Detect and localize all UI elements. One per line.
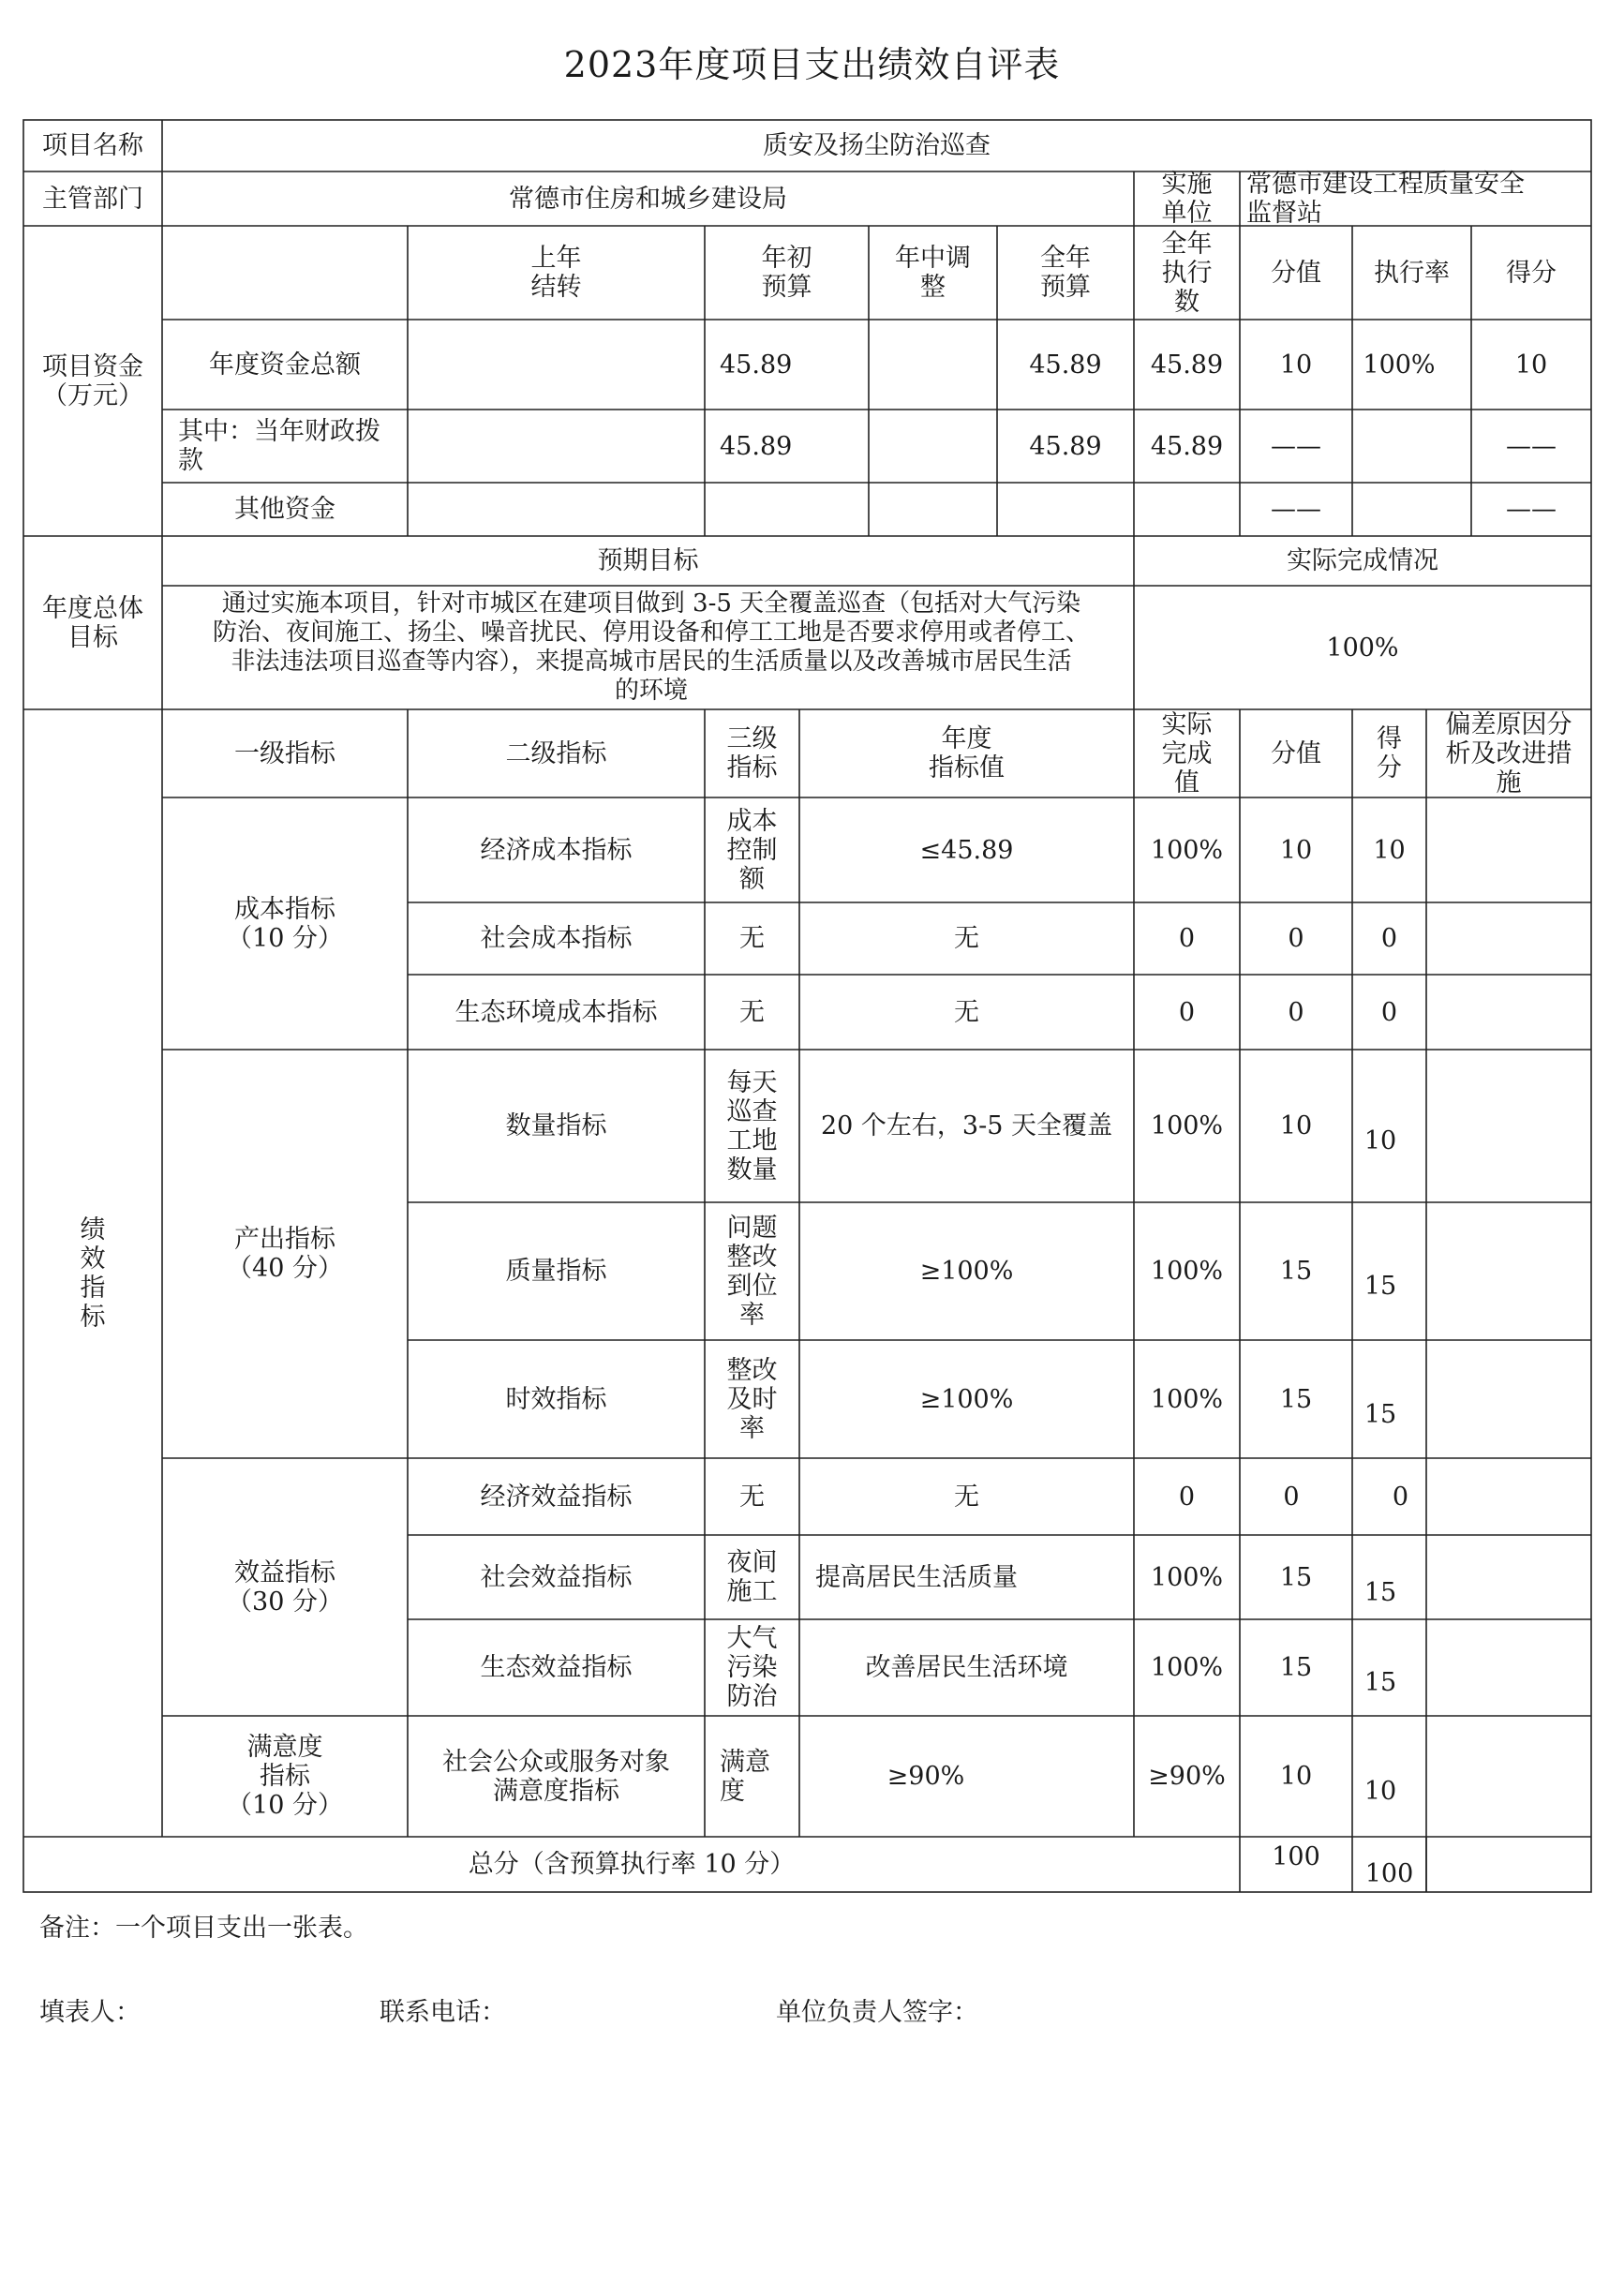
table-row-actual: 100%	[1150, 1384, 1224, 1414]
project-name-label: 项目名称	[42, 131, 143, 160]
table-row-value: 10	[1279, 1111, 1313, 1140]
group-satisfaction	[162, 1716, 408, 1837]
funds-row-other-label: 其他资金	[234, 495, 335, 524]
funds-row-total-label: 年度资金总额	[209, 350, 361, 380]
funds-row-total-score-value: 10	[1279, 350, 1313, 380]
table-row-actual: 0	[1178, 924, 1196, 953]
funds-row-fiscal-executed: 45.89	[1150, 431, 1224, 461]
table-row-score: 10	[1373, 835, 1406, 865]
footer-signer: 单位负责人签字：	[776, 1998, 978, 2027]
funds-row-fiscal-initial: 45.89	[720, 431, 793, 461]
table-row-l2: 时效指标	[505, 1384, 607, 1414]
total-value: 100	[1272, 1842, 1320, 1871]
ind-col-score-text: 得 分	[1377, 724, 1402, 782]
footer-phone: 联系电话：	[380, 1998, 506, 2027]
funds-col-carry	[408, 226, 705, 320]
funds-row-fiscal-score-value: ——	[1271, 431, 1321, 461]
table-row-l2: 经济效益指标	[480, 1482, 633, 1512]
ind-col-level3	[705, 709, 799, 797]
table-row-l3-text: 整改 及时 率	[726, 1355, 778, 1443]
ind-col-level1: 一级指标	[234, 738, 335, 768]
table-row-l2: 质量指标	[505, 1257, 607, 1286]
table-row-l3: 无	[739, 997, 765, 1027]
table-row-value: 15	[1279, 1562, 1313, 1592]
annual-goal-label	[23, 536, 162, 709]
table-row-target: 20 个左右，3-5 天全覆盖	[820, 1111, 1112, 1140]
group-benefit	[162, 1458, 408, 1716]
impl-unit-value-text: 常德市建设工程质量安全 监督站	[1246, 170, 1525, 228]
group-output-text: 产出指标 （40 分）	[227, 1225, 343, 1283]
department-label: 主管部门	[42, 184, 143, 214]
table-row-l2: 社会效益指标	[480, 1562, 633, 1592]
table-row-l2: 经济成本指标	[480, 835, 633, 865]
funds-col-annual	[997, 226, 1134, 320]
table-row-l2-text: 社会公众或服务对象 满意度指标	[442, 1747, 670, 1806]
total-label: 总分（含预算执行率 10 分）	[468, 1850, 796, 1879]
table-row-l2: 数量指标	[505, 1111, 607, 1140]
funds-row-other-score-value: ——	[1271, 495, 1321, 524]
ind-col-actual-text: 实际 完成 值	[1161, 709, 1213, 797]
table-row-l2: 社会成本指标	[480, 924, 633, 953]
table-row-l3	[705, 797, 799, 902]
table-row-actual: 100%	[1150, 1562, 1224, 1592]
table-row-l3	[705, 1340, 799, 1458]
group-output	[162, 1050, 408, 1458]
table-row-score: 0	[1392, 1482, 1409, 1512]
table-row-actual: 100%	[1150, 1653, 1224, 1682]
ind-col-note	[1426, 709, 1591, 797]
table-row-l3	[705, 1050, 799, 1202]
expected-goal-text	[169, 586, 1134, 709]
funds-row-fiscal-label	[178, 410, 408, 483]
table-row-value: 0	[1288, 997, 1304, 1027]
funds-col-initial-text: 年初 预算	[761, 244, 812, 302]
ind-col-note-text: 偏差原因分 析及改进措 施	[1445, 709, 1572, 797]
funds-row-total-annual: 45.89	[1029, 350, 1102, 380]
indicators-label	[23, 709, 162, 1837]
table-row-score: 10	[1363, 1777, 1397, 1806]
table-row-actual: 100%	[1150, 1111, 1224, 1140]
table-row-target: 提高居民生活质量	[815, 1562, 1018, 1592]
funds-col-executed-text: 全年 执行 数	[1161, 229, 1213, 317]
funds-col-adjust-text: 年中调 整	[895, 244, 971, 302]
table-row-target: ≥100%	[919, 1384, 1014, 1414]
group-benefit-text: 效益指标 （30 分）	[227, 1557, 343, 1617]
group-cost	[162, 797, 408, 1050]
footer-filler: 填表人：	[39, 1998, 141, 2027]
table-row-target: 无	[954, 997, 979, 1027]
table-row-value: 10	[1279, 1762, 1313, 1791]
group-satisfaction-text: 满意度 指标 （10 分）	[227, 1733, 343, 1820]
table-row-l3-text: 每天 巡查 工地 数量	[726, 1067, 778, 1185]
ind-col-level2: 二级指标	[505, 738, 607, 768]
table-row-target: 无	[954, 1482, 979, 1512]
table-row-target: ≥100%	[919, 1257, 1014, 1286]
funds-col-carry-text: 上年 结转	[530, 244, 582, 302]
funds-row-other-score: ——	[1506, 495, 1557, 524]
table-row-l3-text: 夜间 施工	[726, 1548, 778, 1606]
ind-col-level3-text: 三级 指标	[726, 724, 778, 782]
expected-goal-header: 预期目标	[597, 546, 699, 575]
funds-row-total-initial: 45.89	[720, 350, 793, 380]
total-score: 100	[1364, 1859, 1414, 1888]
annual-goal-label-text: 年度总体 目标	[42, 593, 143, 652]
impl-unit-value	[1246, 171, 1591, 226]
table-row-value: 15	[1279, 1384, 1313, 1414]
table-row-target: ≥90%	[886, 1762, 965, 1791]
table-row-l3	[705, 1535, 799, 1619]
table-row-value: 10	[1279, 835, 1313, 865]
ind-col-actual	[1134, 709, 1240, 797]
table-row-l3-text: 问题 整改 到位 率	[726, 1213, 778, 1330]
expected-goal-text-body: 通过实施本项目，针对市城区在建项目做到 3-5 天全覆盖巡查（包括对大气污染 防治、夜间施工、扬尘、噪音扰民、停用设备和停工工地是否要求停用或者停工、 非法违法项目巡查等内容），来提高城市居民的生活质量以及改善城市居民生活 的环境	[212, 589, 1090, 705]
table-row-target: 改善居民生活环境	[865, 1653, 1068, 1682]
table-row-l3-text: 大气 污染 防治	[726, 1624, 778, 1711]
impl-unit-label	[1134, 171, 1240, 226]
table-row-actual: ≥90%	[1148, 1762, 1226, 1791]
table-row-l2: 生态环境成本指标	[454, 997, 658, 1027]
table-row-actual: 100%	[1150, 835, 1224, 865]
table-row-score: 15	[1363, 1399, 1397, 1429]
table-row-score: 15	[1363, 1577, 1397, 1607]
table-row-value: 0	[1283, 1482, 1300, 1512]
table-row-score: 15	[1363, 1668, 1397, 1697]
funds-col-executed	[1134, 226, 1240, 320]
ind-col-score	[1352, 709, 1426, 797]
table-row-l3-text: 满意 度	[720, 1747, 770, 1806]
table-row-score: 0	[1380, 997, 1398, 1027]
indicators-label-text: 绩 效 指 标	[80, 1215, 106, 1332]
table-row-l3: 无	[739, 1482, 765, 1512]
funds-row-fiscal-score: ——	[1506, 431, 1557, 461]
table-row-actual: 100%	[1150, 1257, 1224, 1286]
funds-col-annual-text: 全年 预算	[1040, 244, 1091, 302]
funds-row-total-rate: 100%	[1363, 350, 1436, 380]
table-row-l3-text: 成本 控制 额	[726, 806, 778, 894]
table-row-l2: 生态效益指标	[480, 1653, 633, 1682]
impl-unit-label-text: 实施 单位	[1161, 170, 1213, 228]
ind-col-target-text: 年度 指标值	[929, 724, 1005, 782]
table-row-l3: 无	[739, 924, 765, 953]
table-row-score: 0	[1380, 924, 1398, 953]
page-title: 2023年度项目支出绩效自评表	[563, 44, 1061, 85]
funds-label	[23, 226, 162, 536]
table-row-l3	[720, 1716, 799, 1837]
table-row-actual: 0	[1178, 1482, 1196, 1512]
footer-note: 备注：一个项目支出一张表。	[39, 1914, 368, 1943]
table-row-l3	[705, 1202, 799, 1340]
table-row-value: 15	[1279, 1653, 1313, 1682]
funds-col-score-text: 得分	[1506, 258, 1557, 288]
table-row-target: 无	[954, 924, 979, 953]
table-row-actual: 0	[1178, 997, 1196, 1027]
table-row-value: 0	[1288, 924, 1304, 953]
funds-row-fiscal-annual: 45.89	[1029, 431, 1102, 461]
funds-col-initial	[705, 226, 869, 320]
funds-col-score-value-text: 分值	[1271, 258, 1321, 288]
table-row-score: 10	[1363, 1126, 1397, 1155]
funds-label-text: 项目资金 （万元）	[42, 351, 143, 410]
actual-completion-header: 实际完成情况	[1287, 546, 1438, 575]
funds-row-fiscal-label-text: 其中：当年财政拨 款	[178, 417, 380, 475]
ind-col-value: 分值	[1271, 738, 1321, 768]
table-row-value: 15	[1279, 1257, 1313, 1286]
table-row-score: 15	[1363, 1272, 1397, 1301]
actual-completion-value: 100%	[1326, 633, 1399, 663]
table-row-l2	[408, 1716, 705, 1837]
department-value: 常德市住房和城乡建设局	[509, 184, 787, 214]
funds-col-rate-text: 执行率	[1374, 258, 1450, 288]
funds-col-score	[1471, 226, 1591, 320]
project-name-value: 质安及扬尘防治巡查	[763, 131, 991, 160]
group-cost-text: 成本指标 （10 分）	[227, 894, 343, 953]
table-row-target: ≤45.89	[919, 835, 1014, 865]
funds-col-adjust	[869, 226, 997, 320]
funds-col-score-value	[1240, 226, 1352, 320]
funds-row-total-score: 10	[1514, 350, 1548, 380]
funds-col-rate	[1352, 226, 1471, 320]
funds-row-total-executed: 45.89	[1150, 350, 1224, 380]
table-row-l3	[705, 1619, 799, 1716]
ind-col-target	[799, 709, 1134, 797]
